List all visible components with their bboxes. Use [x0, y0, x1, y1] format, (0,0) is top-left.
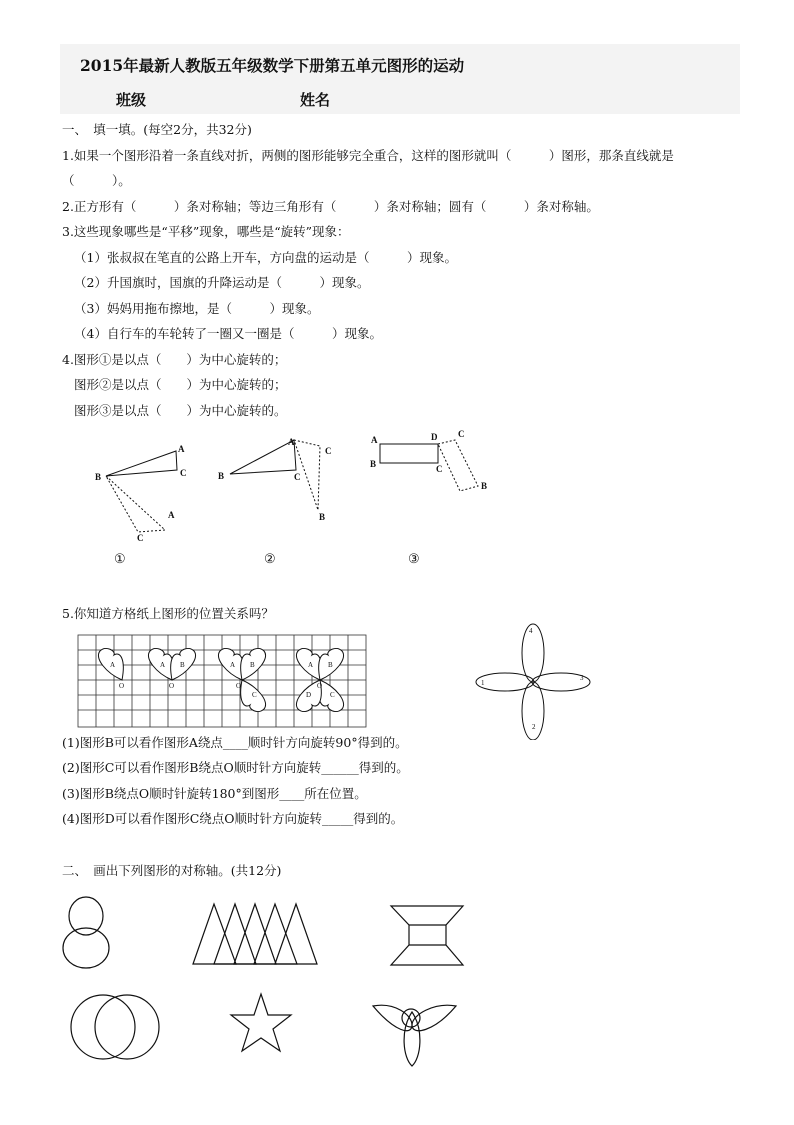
point-d-label: D — [431, 432, 438, 442]
petal-c-label: C — [252, 691, 257, 699]
petal-a-label: A — [308, 661, 314, 669]
point-a-label: A — [178, 444, 185, 454]
section2-heading: 二、 画出下列图形的对称轴。(共12分) — [62, 863, 282, 878]
question-5: 5.你知道方格纸上图形的位置关系吗？ — [62, 606, 274, 621]
question-2: 2.正方形有（ ）条对称轴；等边三角形有（ ）条对称轴；圆有（ ）条对称轴。 — [62, 199, 599, 214]
figure-1-number: ① — [114, 552, 126, 567]
overlapping-triangles-shape — [193, 904, 317, 964]
point-c-label: C — [180, 468, 187, 478]
point-o-label: O — [236, 682, 242, 690]
question-5-3: (3)图形B绕点O顺时针旋转180°到图形____所在位置。 — [62, 786, 367, 801]
point-c-label: C — [436, 464, 443, 474]
question-1-line2: （ ）。 — [62, 173, 131, 188]
question-4-1: 4.图形①是以点（ ）为中心旋转的； — [62, 352, 287, 367]
question-5-1: (1)图形B可以看作图形A绕点____顺时针方向旋转90°得到的。 — [62, 735, 408, 750]
question-3-1: （1）张叔叔在笔直的公路上开车，方向盘的运动是（ ）现象。 — [74, 250, 457, 265]
petal-b-label: B — [180, 661, 185, 669]
figure-3 — [370, 429, 487, 491]
question-1-line1: 1.如果一个图形沿着一条直线对折，两侧的图形能够完全重合，这样的图形就叫（ ）图形，那条直线就是 — [62, 148, 674, 163]
point-a-label: A — [371, 435, 378, 445]
petal-1-label: 1 — [481, 679, 485, 687]
petal-d-label: D — [306, 691, 312, 699]
petal-b-label: B — [250, 661, 255, 669]
question-5-2: (2)图形C可以看作图形B绕点O顺时针方向旋转______得到的。 — [62, 760, 409, 775]
star-shape — [231, 994, 291, 1051]
point-b-label: B — [370, 459, 377, 469]
point-b-label: B — [95, 472, 102, 482]
point-a-label: A — [288, 437, 295, 447]
petal-2-label: 2 — [532, 723, 536, 731]
petal-b-label: B — [328, 661, 333, 669]
point-a-label: A — [168, 510, 175, 520]
question-3-2: （2）升国旗时，国旗的升降运动是（ ）现象。 — [74, 275, 370, 290]
name-label: 姓名 — [300, 91, 331, 109]
point-o-label: O — [169, 682, 175, 690]
section1-heading: 一、 填一填。(每空2分，共32分) — [62, 122, 252, 137]
petal-a-label: A — [230, 661, 236, 669]
hourglass-shape — [391, 906, 463, 965]
petal-a-label: A — [110, 661, 116, 669]
grid-paper-figure — [76, 633, 376, 733]
question-4-2: 图形②是以点（ ）为中心旋转的； — [74, 377, 287, 392]
point-c-label: C — [294, 472, 301, 482]
figure-1 — [95, 444, 187, 543]
page-title: 2015年最新人教版五年级数学下册第五单元图形的运动 — [80, 56, 465, 75]
point-o-label: O — [119, 682, 125, 690]
point-c-label: C — [137, 533, 144, 543]
point-b-label: B — [319, 512, 326, 522]
figure-3-number: ③ — [408, 552, 420, 567]
point-c-label: C — [325, 446, 332, 456]
petal-c-label: C — [330, 691, 335, 699]
question-3-4: （4）自行车的车轮转了一圈又一圈是（ ）现象。 — [74, 326, 382, 341]
point-o-label: O — [317, 682, 323, 690]
figure-2-number: ② — [264, 552, 276, 567]
class-label: 班级 — [116, 91, 147, 109]
question-3: 3.这些现象哪些是“平移”现象，哪些是“旋转”现象： — [62, 224, 350, 239]
petal-3-label: 3 — [580, 674, 584, 682]
figure-2 — [218, 437, 332, 522]
question-4-3: 图形③是以点（ ）为中心旋转的。 — [74, 403, 287, 418]
question-5-4: (4)图形D可以看作图形C绕点O顺时针方向旋转_____得到的。 — [62, 811, 404, 826]
petal-4-label: 4 — [529, 627, 533, 635]
three-petal-shape — [373, 1005, 456, 1066]
point-c-label: C — [458, 429, 465, 439]
two-circles-shape — [71, 995, 159, 1059]
petal-a-label: A — [160, 661, 166, 669]
point-b-label: B — [218, 471, 225, 481]
point-b-label: B — [481, 481, 488, 491]
four-petal-figure — [470, 620, 620, 740]
question-3-3: （3）妈妈用拖布擦地，是（ ）现象。 — [74, 301, 320, 316]
figure-eight-shape — [63, 897, 109, 968]
